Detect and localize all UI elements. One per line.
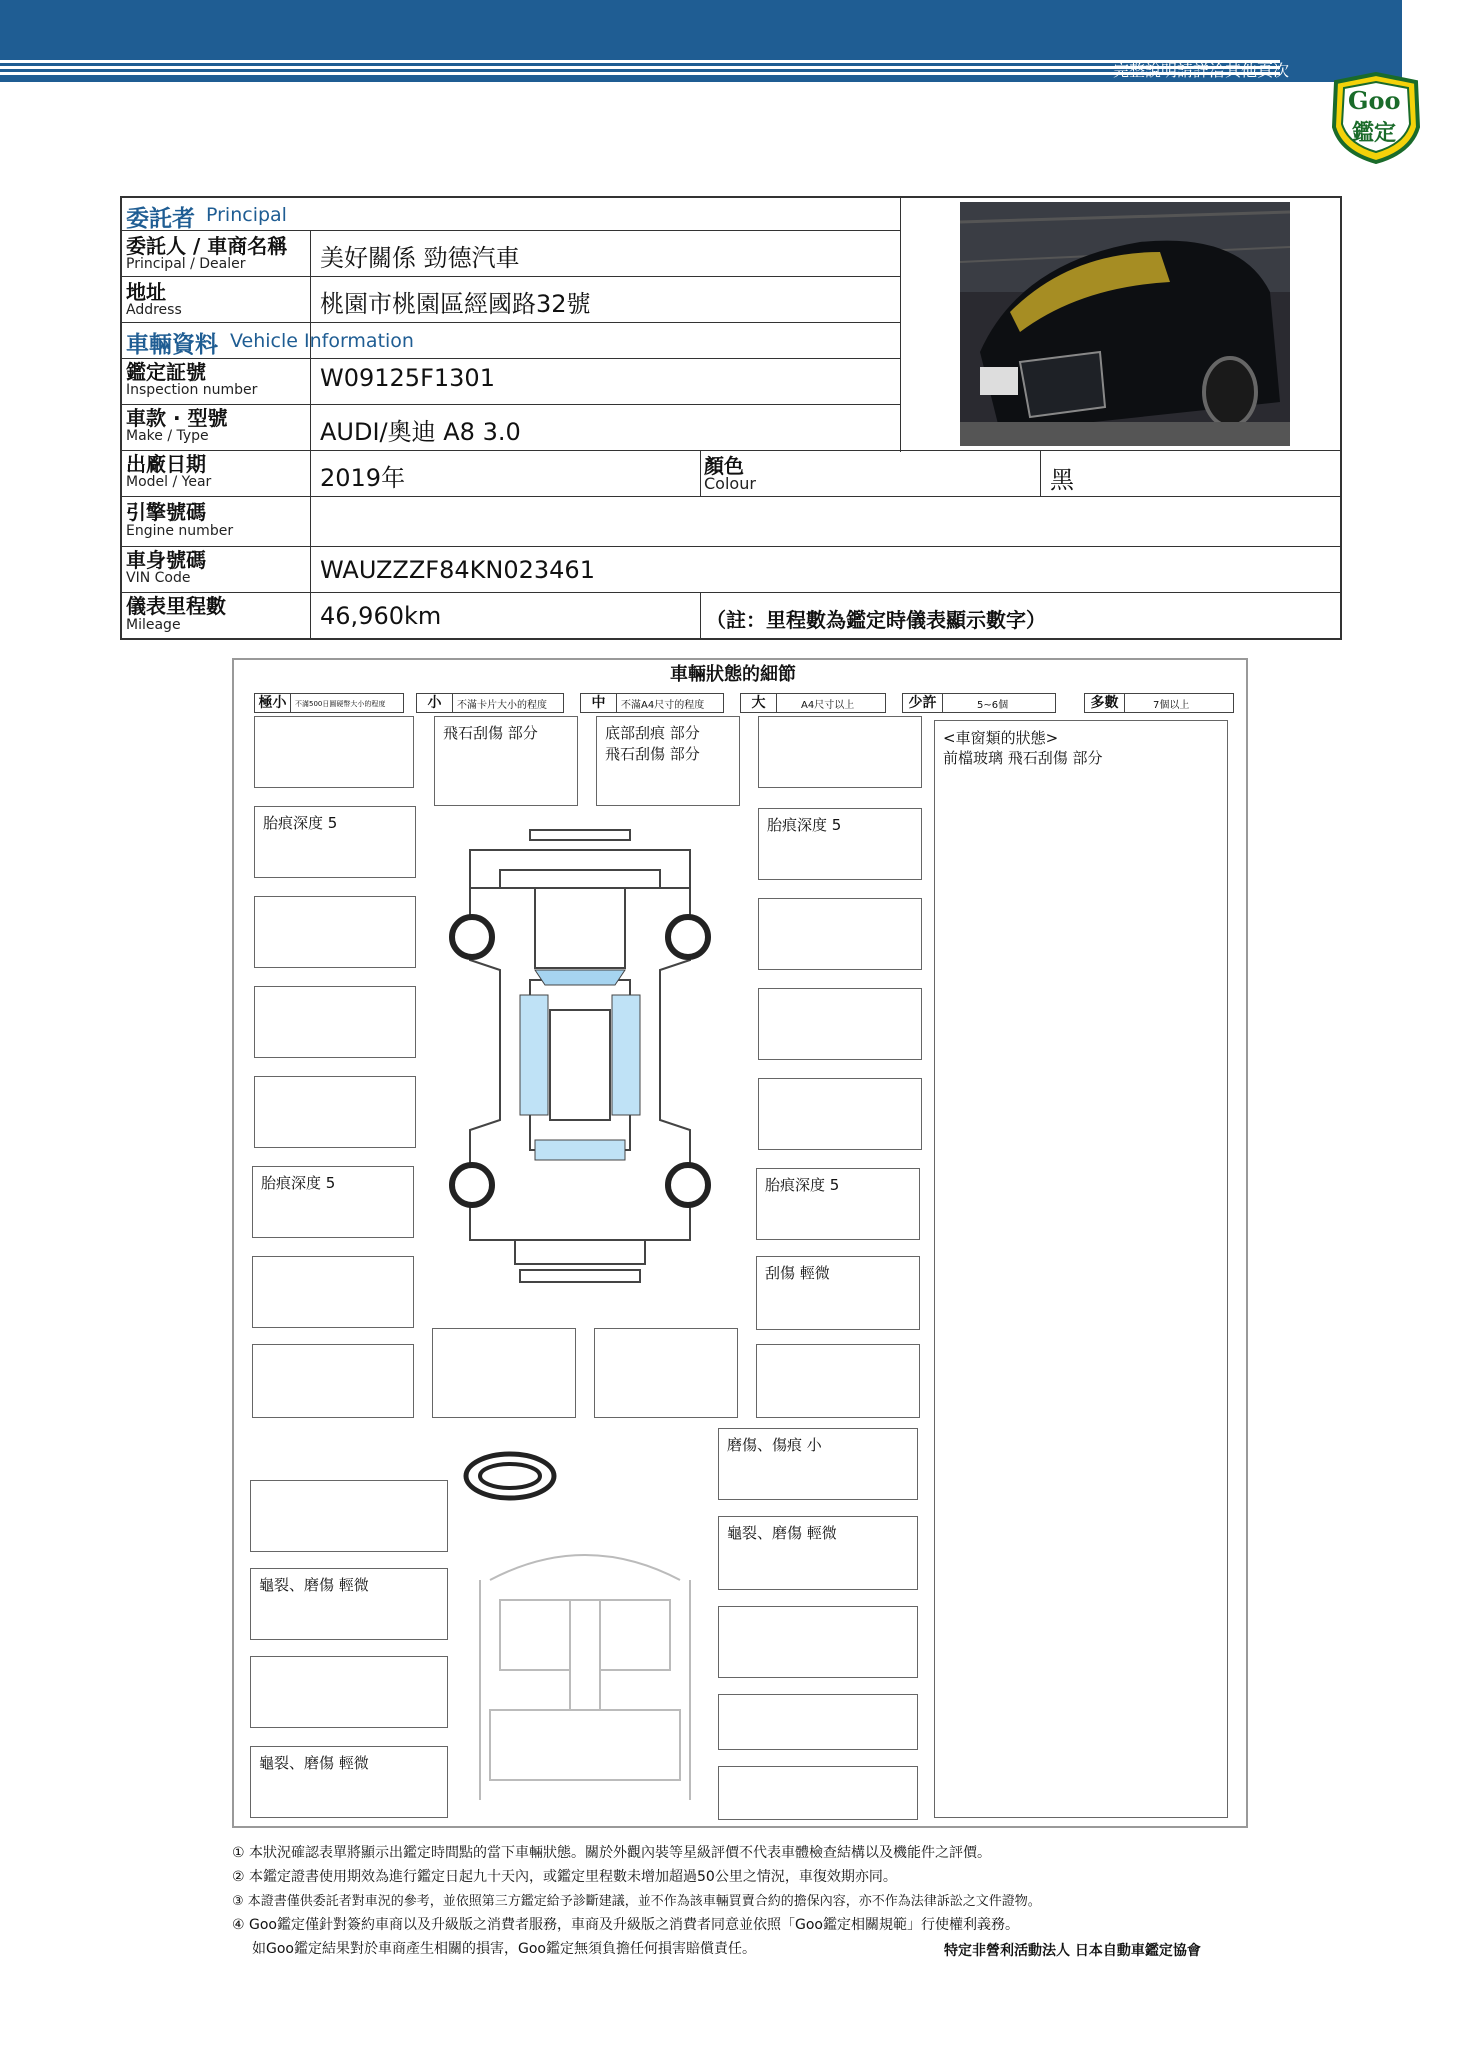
section-vehicle-zh: 車輛資料 [126,332,218,358]
condition-box [254,1076,416,1148]
condition-box [756,1344,920,1418]
mileage-label-en: Mileage [126,617,181,633]
condition-box [758,1078,922,1150]
section-principal-en: Principal [206,204,287,226]
legend-desc: 不滿卡片大小的程度 [457,700,547,711]
legend-many [1084,693,1234,713]
steering-wheel-icon [462,1450,558,1502]
condition-box [756,1168,920,1240]
header-note: 完整說明請詳洽其他頁次 [1112,61,1289,80]
legend-desc: 5~6個 [977,700,1009,711]
mileage-value: 46,960km [320,602,442,630]
box-text: 龜裂、磨傷 輕微 [259,1576,369,1594]
vin-label-en: VIN Code [126,570,191,586]
window-status-panel [934,720,1228,1818]
goo-logo-bottom: 鑑定 [1352,121,1397,146]
colour-label-en: Colour [704,474,756,493]
condition-box [254,716,414,788]
car-photo [960,202,1290,446]
section-vehicle-en: Vehicle Information [230,330,414,352]
dealer-label-en: Principal / Dealer [126,256,246,272]
condition-title: 車輛狀態的細節 [670,664,796,685]
legend-key: 中 [581,694,617,712]
box-text: 胎痕深度 5 [261,1174,336,1192]
make-label-en: Make / Type [126,428,209,444]
condition-box [432,1328,576,1418]
condition-box [758,898,922,970]
condition-box [718,1516,918,1590]
year-label-en: Model / Year [126,474,212,490]
box-text: 龜裂、磨傷 輕微 [727,1524,837,1542]
condition-box [758,716,922,788]
condition-box [250,1656,448,1728]
vin-value: WAUZZZF84KN023461 [320,556,595,584]
goo-logo-top: Goo [1348,86,1401,115]
year-value: 2019年 [320,464,406,492]
condition-box [252,1344,414,1418]
condition-box [252,1166,414,1238]
dealer-value: 美好關係 勁德汽車 [320,244,520,272]
footnote-2: ② 本鑑定證書使用期效為進行鑑定日起九十天內，或鑑定里程數未增加超過50公里之情況，車復效期亦同。 [232,1869,897,1885]
dealer-label-zh: 委託人 / 車商名稱 [126,234,288,258]
condition-box [594,1328,738,1418]
section-principal-zh: 委託者 [126,206,195,232]
condition-box [250,1480,448,1552]
condition-box [596,716,740,806]
goo-logo [1326,72,1426,164]
legend-desc: 不滿500日圓硬幣大小的程度 [295,700,386,708]
box-text: 胎痕深度 5 [765,1176,840,1194]
legend-key: 多數 [1085,694,1125,712]
condition-box [252,1256,414,1328]
legend-key: 小 [417,694,453,712]
condition-box [254,806,416,878]
box-text: 飛石刮傷 部分 [443,724,538,742]
condition-box [718,1694,918,1750]
footnote-4: ④ Goo鑑定僅針對簽約車商以及升級版之消費者服務，車商及升級版之消費者同意並依照「Goo鑑定相關規範」行使權利義務。 [232,1917,1019,1933]
condition-box [718,1606,918,1678]
condition-box [250,1746,448,1818]
window-status-value: 前檔玻璃 飛石刮傷 部分 [943,749,1103,767]
legend-key: 極小 [255,694,291,712]
condition-box [718,1428,918,1500]
inspection-label-en: Inspection number [126,382,258,398]
footnote-5: 如Goo鑑定結果對於車商產生相關的損害，Goo鑑定無須負擔任何損害賠償責任。 [252,1941,756,1957]
window-status-title: <車窗類的狀態> [943,729,1059,747]
colour-value: 黑 [1050,466,1074,494]
inspection-value: W09125F1301 [320,364,495,392]
interior-diagram [470,1540,700,1820]
legend-key: 少許 [903,694,943,712]
condition-box [718,1766,918,1820]
org-name: 特定非營利活動法人 日本自動車鑑定協會 [944,1943,1201,1959]
condition-box [758,808,922,880]
footnote-3: ③ 本證書僅供委託者對車況的參考，並依照第三方鑑定給予診斷建議，並不作為該車輛買賣合約的擔保內容，亦不作為法律訴訟之文件證物。 [232,1894,1041,1909]
legend-medium [580,693,724,713]
box-text: 胎痕深度 5 [263,814,338,832]
box-text: 胎痕深度 5 [767,816,842,834]
address-value: 桃園市桃園區經國路32號 [320,290,591,318]
footnote-1: ① 本狀況確認表單將顯示出鑑定時間點的當下車輛狀態。關於外觀內裝等星級評價不代表車體檢查結構以及機能件之評價。 [232,1845,991,1861]
make-value: AUDI/奧迪 A8 3.0 [320,418,521,446]
address-label-zh: 地址 [126,280,166,304]
car-diagram [440,820,720,1300]
mileage-note: （註：里程數為鑑定時儀表顯示數字） [706,608,1046,632]
legend-desc: 不滿A4尺寸的程度 [621,700,705,711]
legend-key: 大 [741,694,777,712]
inspection-label-zh: 鑑定証號 [126,360,206,384]
mileage-label-zh: 儀表里程數 [126,594,226,618]
legend-desc: 7個以上 [1153,700,1190,711]
condition-box [250,1568,448,1640]
legend-small [416,693,564,713]
address-label-en: Address [126,302,182,318]
make-label-zh: 車款 · 型號 [126,406,228,430]
legend-tiny [254,693,404,713]
box-text: 龜裂、磨傷 輕微 [259,1754,369,1772]
condition-box [756,1256,920,1330]
legend-few [902,693,1056,713]
year-label-zh: 出廠日期 [126,452,206,476]
box-text: 磨傷、傷痕 小 [727,1436,822,1454]
legend-large [740,693,886,713]
condition-box [758,988,922,1060]
box-text: 底部刮痕 部分 飛石刮傷 部分 [605,724,700,763]
engine-label-en: Engine number [126,523,234,539]
condition-box [254,986,416,1058]
condition-box [434,716,578,806]
box-text: 刮傷 輕微 [765,1264,830,1282]
legend-desc: A4尺寸以上 [801,700,855,711]
engine-label-zh: 引擎號碼 [126,500,206,524]
vin-label-zh: 車身號碼 [126,548,206,572]
colour-label-zh: 顏色 [704,454,744,478]
header-banner [0,0,1402,82]
condition-box [254,896,416,968]
